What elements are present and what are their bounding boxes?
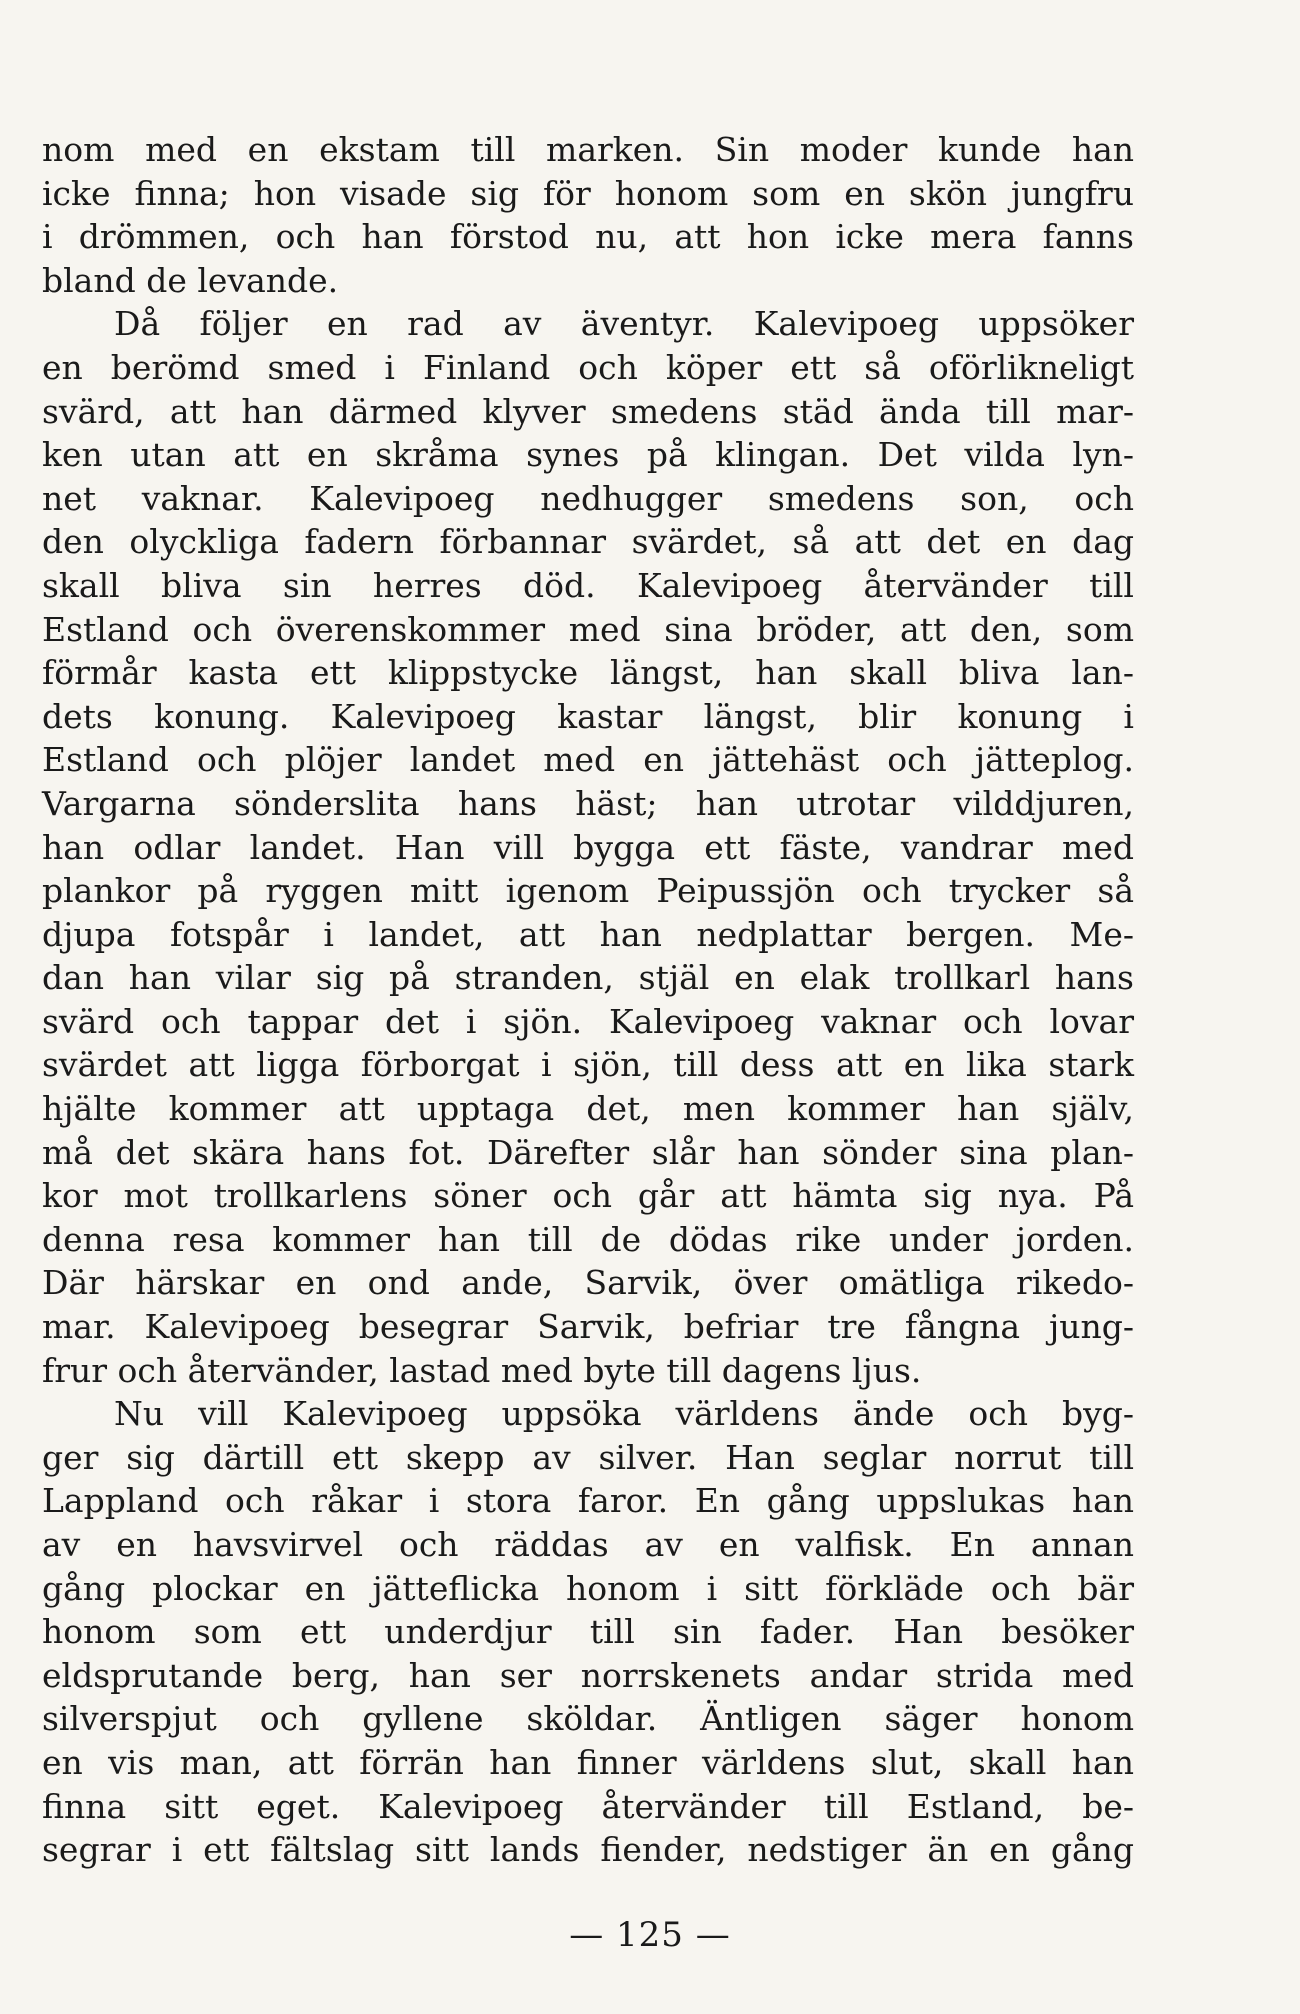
text-line: net vaknar. Kalevipoeg nedhugger smedens son, och bbox=[42, 478, 1134, 518]
text-line: icke finna; hon visade sig för honom som en skön jungfru bbox=[42, 173, 1134, 213]
text-line: Estland och plöjer landet med en jättehäst och jätteplog. bbox=[42, 740, 1134, 780]
text-line: Estland och överenskommer med sina bröder, att den, som bbox=[42, 609, 1134, 649]
text-line: djupa fotspår i landet, att han nedplattar bergen. Me- bbox=[42, 914, 1134, 954]
text-line: förmår kasta ett klippstycke längst, han skall bliva lan- bbox=[42, 653, 1134, 693]
text-line: bland de levande. bbox=[42, 260, 339, 300]
text-line: denna resa kommer han till de dödas rike under jorden. bbox=[42, 1219, 1134, 1259]
text-line: hjälte kommer att upptaga det, men kommer han själv, bbox=[42, 1089, 1134, 1129]
text-line: kor mot trollkarlens söner och går att hämta sig nya. På bbox=[42, 1176, 1134, 1216]
text-line: av en havsvirvel och räddas av en valfisk. En annan bbox=[42, 1525, 1134, 1564]
body-text bbox=[42, 128, 1134, 1872]
text-line: i drömmen, och han förstod nu, att hon icke mera fanns bbox=[42, 217, 1134, 257]
text-line: Vargarna sönderslita hans häst; han utrotar vilddjuren, bbox=[42, 783, 1134, 823]
text-line: han odlar landet. Han vill bygga ett fäste, vandrar med bbox=[42, 827, 1134, 867]
text-line: segrar i ett fältslag sitt lands fiender, nedstiger än en gång bbox=[42, 1830, 1134, 1870]
text-line: frur och återvänder, lastad med byte till dagens ljus. bbox=[42, 1350, 922, 1390]
text-line: skall bliva sin herres död. Kalevipoeg återvänder till bbox=[42, 565, 1134, 605]
text-line: den olyckliga fadern förbannar svärdet, så att det en dag bbox=[42, 522, 1134, 562]
text-line: ken utan att en skråma synes på klingan. Det vilda lyn- bbox=[42, 435, 1134, 475]
text-line: gång plockar en jätteflicka honom i sitt förkläde och bär bbox=[42, 1568, 1134, 1608]
text-line: en vis man, att förrän han finner världens slut, skall han bbox=[42, 1742, 1134, 1782]
text-line: Lappland och råkar i stora faror. En gång uppslukas han bbox=[42, 1481, 1134, 1521]
text-line: silverspjut och gyllene sköldar. Äntligen säger honom bbox=[42, 1699, 1134, 1739]
text-line: svärd och tappar det i sjön. Kalevipoeg vaknar och lovar bbox=[42, 1001, 1134, 1041]
text-line: nom med en ekstam till marken. Sin moder kunde han bbox=[42, 130, 1134, 169]
text-line: honom som ett underdjur till sin fader. Han besöker bbox=[42, 1612, 1134, 1652]
page-number: — 125 — bbox=[569, 1915, 731, 1955]
text-line: må det skära hans fot. Därefter slår han sönder sina plan- bbox=[42, 1132, 1134, 1172]
text-line: ger sig därtill ett skepp av silver. Han seglar norrut till bbox=[42, 1437, 1134, 1477]
text-line: Då följer en rad av äventyr. Kalevipoeg uppsöker bbox=[114, 304, 1134, 344]
text-line: svärdet att ligga förborgat i sjön, till dess att en lika stark bbox=[42, 1045, 1134, 1085]
text-line: mar. Kalevipoeg besegrar Sarvik, befriar tre fångna jung- bbox=[42, 1307, 1134, 1347]
text-line: plankor på ryggen mitt igenom Peipussjön och trycker så bbox=[42, 871, 1134, 911]
text-line: svärd, att han därmed klyver smedens städ ända till mar- bbox=[42, 391, 1134, 431]
text-line: Nu vill Kalevipoeg uppsöka världens ände och byg- bbox=[114, 1394, 1134, 1434]
text-line: en berömd smed i Finland och köper ett så oförlikneligt bbox=[42, 347, 1134, 387]
text-line: dets konung. Kalevipoeg kastar längst, blir konung i bbox=[42, 696, 1134, 736]
text-line: eldsprutande berg, han ser norrskenets andar strida med bbox=[42, 1655, 1134, 1695]
text-line: dan han vilar sig på stranden, stjäl en elak trollkarl hans bbox=[42, 958, 1134, 998]
text-line: finna sitt eget. Kalevipoeg återvänder till Estland, be- bbox=[42, 1786, 1134, 1826]
text-line: Där härskar en ond ande, Sarvik, över omätliga rikedo- bbox=[42, 1263, 1134, 1303]
